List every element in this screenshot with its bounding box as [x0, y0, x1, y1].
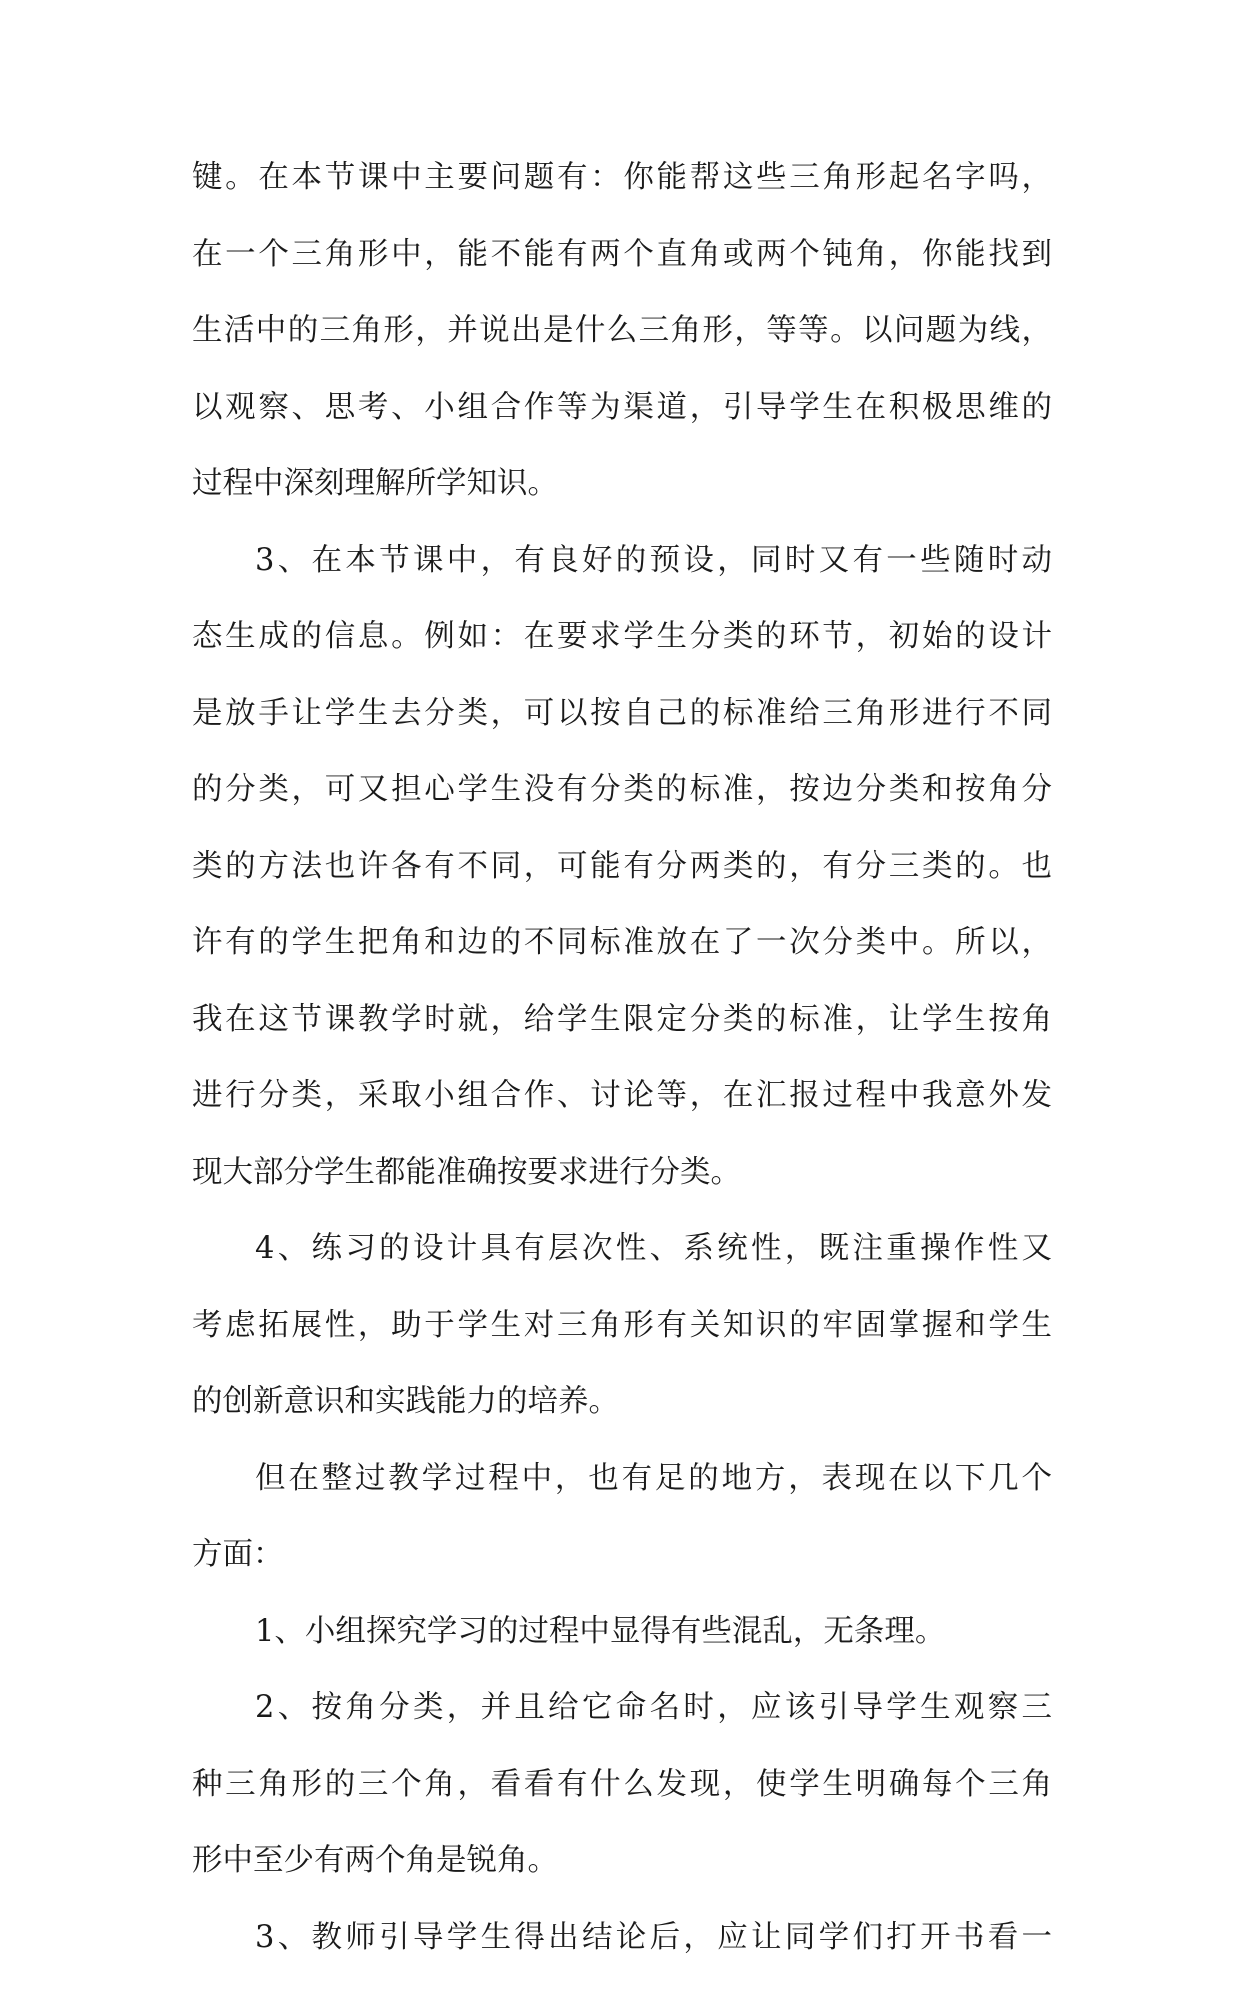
- text-line-content: 的创新意识和实践能力的培养。: [192, 1384, 619, 1419]
- body-text: [192, 158, 1052, 1994]
- text-line: [192, 388, 1052, 465]
- text-line-content: 态生成的信息。例如：在要求学生分类的环节，初始的设计: [192, 617, 1052, 657]
- text-line-content: 种三角形的三个角，看看有什么发现，使学生明确每个三角: [192, 1765, 1052, 1805]
- paragraph-start-line: [192, 1612, 1052, 1689]
- text-line: [192, 694, 1052, 771]
- text-line-content: 1、小组探究学习的过程中显得有些混乱，无条理。: [255, 1614, 945, 1649]
- text-line: [192, 1306, 1052, 1383]
- text-line-content: 许有的学生把角和边的不同标准放在了一次分类中。所以，: [192, 923, 1052, 963]
- text-line-content: 键。在本节课中主要问题有：你能帮这些三角形起名字吗，: [192, 158, 1052, 198]
- text-line: [192, 1841, 1052, 1918]
- text-line-content: 4、练习的设计具有层次性、系统性，既注重操作性又: [255, 1229, 1052, 1269]
- text-line-content: 现大部分学生都能准确按要求进行分类。: [192, 1155, 741, 1190]
- text-line: [192, 235, 1052, 312]
- text-line: [192, 464, 1052, 541]
- text-line: [192, 770, 1052, 847]
- text-line-content: 过程中深刻理解所学知识。: [192, 466, 558, 501]
- paragraph-start-line: [192, 1688, 1052, 1765]
- text-line-content: 类的方法也许各有不同，可能有分两类的，有分三类的。也: [192, 847, 1052, 887]
- text-line-content: 在一个三角形中，能不能有两个直角或两个钝角，你能找到: [192, 235, 1052, 275]
- text-line-content: 3、教师引导学生得出结论后，应让同学们打开书看一: [255, 1918, 1052, 1958]
- text-line-content: 方面：: [192, 1537, 284, 1572]
- text-line: [192, 923, 1052, 1000]
- text-line-content: 以观察、思考、小组合作等为渠道，引导学生在积极思维的: [192, 388, 1052, 428]
- text-line: [192, 158, 1052, 235]
- text-line-content: 形中至少有两个角是锐角。: [192, 1843, 558, 1878]
- text-line: [192, 847, 1052, 924]
- paragraph-start-line: [192, 541, 1052, 618]
- text-line: [192, 1765, 1052, 1842]
- text-line-content: 的分类，可又担心学生没有分类的标准，按边分类和按角分: [192, 770, 1052, 810]
- text-line-content: 2、按角分类，并且给它命名时，应该引导学生观察三: [255, 1688, 1052, 1728]
- paragraph-start-line: [192, 1229, 1052, 1306]
- paragraph-start-line: [192, 1459, 1052, 1536]
- text-line-content: 3、在本节课中，有良好的预设，同时又有一些随时动: [255, 541, 1052, 581]
- text-line-content: 进行分类，采取小组合作、讨论等，在汇报过程中我意外发: [192, 1076, 1052, 1116]
- text-line-content: 是放手让学生去分类，可以按自己的标准给三角形进行不同: [192, 694, 1052, 734]
- text-line: [192, 1535, 1052, 1612]
- text-line: [192, 311, 1052, 388]
- text-line: [192, 617, 1052, 694]
- text-line: [192, 1382, 1052, 1459]
- text-line: [192, 1000, 1052, 1077]
- text-line-content: 考虑拓展性，助于学生对三角形有关知识的牢固掌握和学生: [192, 1306, 1052, 1346]
- text-line-content: 我在这节课教学时就，给学生限定分类的标准，让学生按角: [192, 1000, 1052, 1040]
- text-line: [192, 1076, 1052, 1153]
- text-line-content: 生活中的三角形，并说出是什么三角形，等等。以问题为线，: [192, 311, 1052, 351]
- paragraph-start-line: [192, 1918, 1052, 1994]
- text-line-content: 但在整过教学过程中，也有足的地方，表现在以下几个: [255, 1459, 1052, 1499]
- text-line: [192, 1153, 1052, 1230]
